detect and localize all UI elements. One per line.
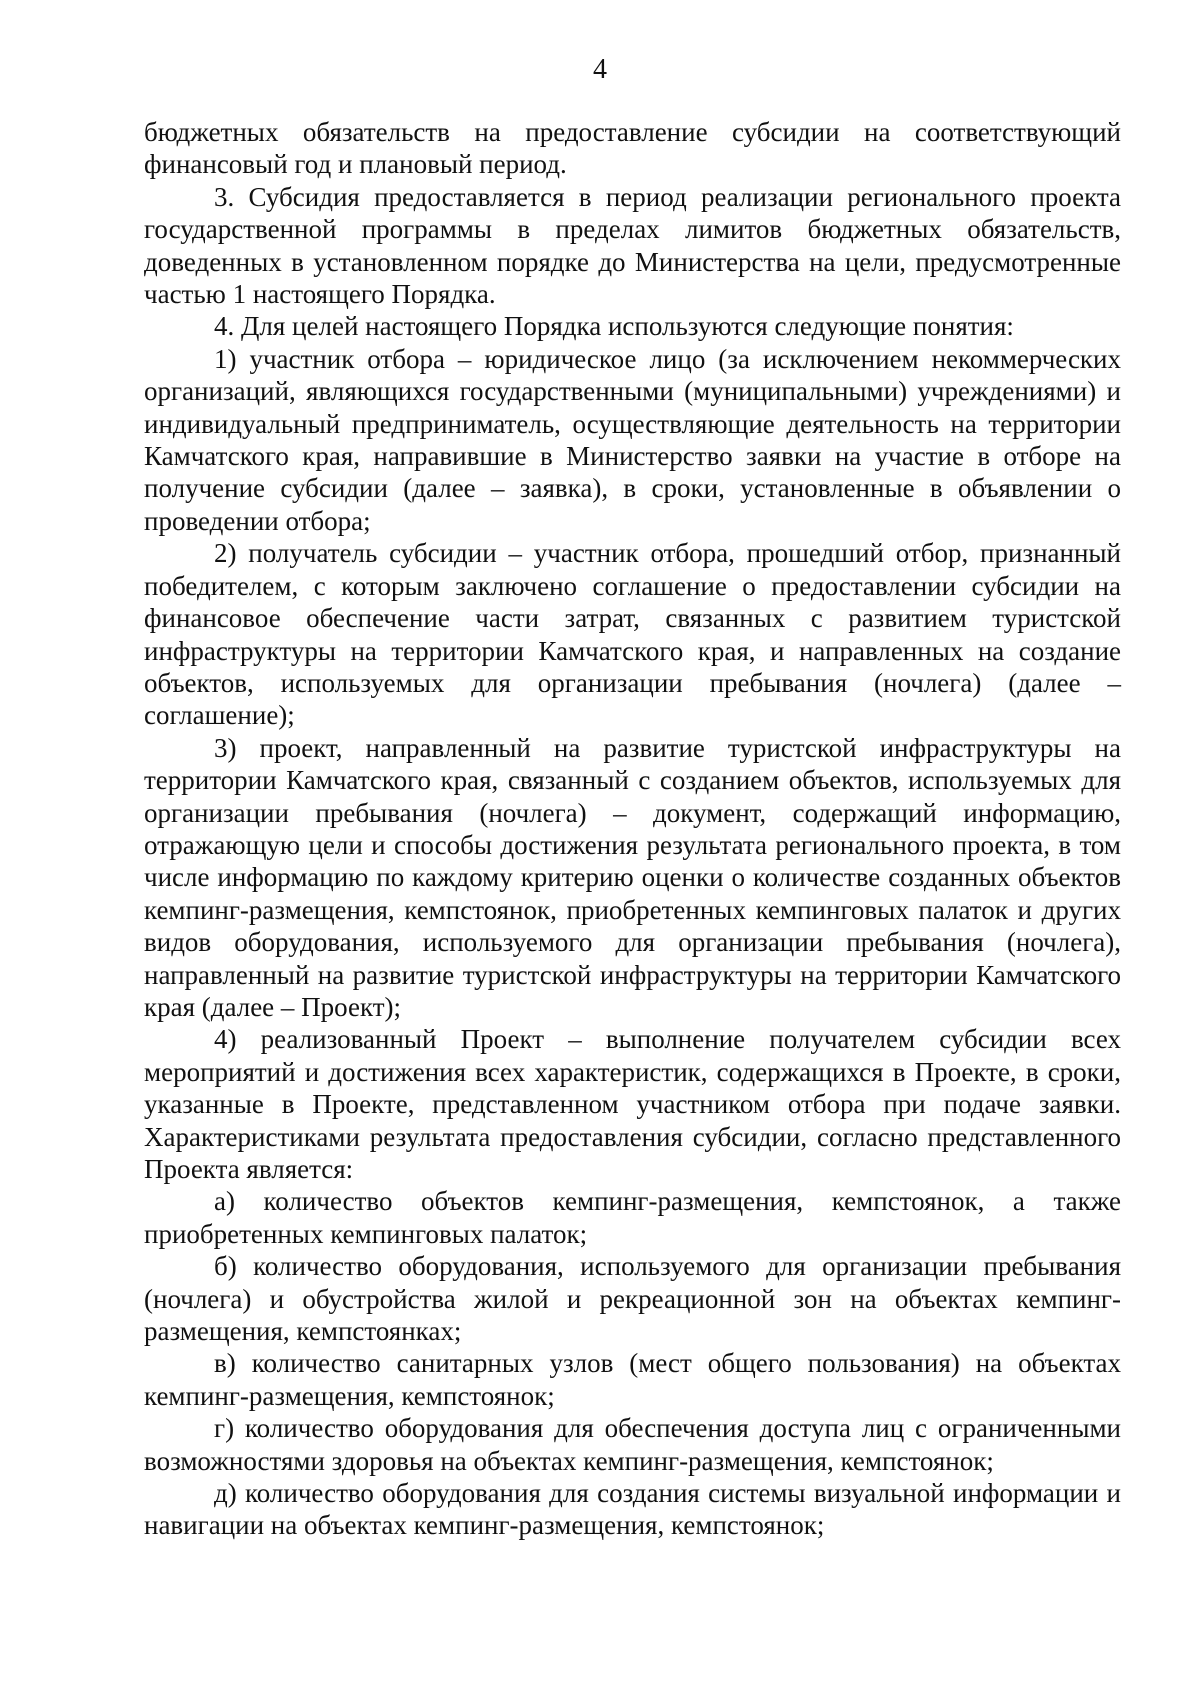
paragraph-item-2-recipient: 2) получатель субсидии – участник отбора, прошедший отбор, признанный победителем, с которым заключено соглашение о предоставлении субсидии на финансовое обеспечение части затрат, связанных с развитием туристской инфраструктуры на территории Камчатского края, и направленных на создание объектов, используемых для организации пребывания (ночлега) (далее – соглашение); — [144, 538, 1121, 731]
paragraph-item-4-implemented-project: 4) реализованный Проект – выполнение получателем субсидии всех мероприятий и достижения всех характеристик, содержащихся в Проекте, в сроки, указанные в Проекте, представленном участником отбора при подаче заявки. Характеристиками результата предоставления субсидии, согласно представленного Проекта является: — [144, 1024, 1121, 1184]
paragraph-item-3-project: 3) проект, направленный на развитие туристской инфраструктуры на территории Камчатского края, связанный с созданием объектов, используемых для организации пребывания (ночлега) – документ, содержащий информацию, отражающую цели и способы достижения результата регионального проекта, в том числе информацию по каждому критерию оценки о количестве созданных объектов кемпинг-размещения, кемпстоянок, приобретенных кемпинговых палаток и других видов оборудования, используемого для организации пребывания (ночлега), направленный на развитие туристской инфраструктуры на территории Камчатского края (далее – Проект); — [144, 732, 1121, 1022]
paragraph-subitem-a: а) количество объектов кемпинг-размещения, кемпстоянок, а также приобретенных кемпинговых палаток; — [144, 1186, 1121, 1249]
paragraph-subitem-g: г) количество оборудования для обеспечения доступа лиц с ограниченными возможностями здоровья на объектах кемпинг-размещения, кемпстоянок; — [144, 1413, 1121, 1476]
page-number: 4 — [593, 54, 607, 85]
paragraph-subitem-b: б) количество оборудования, используемого для организации пребывания (ночлега) и обустройства жилой и рекреационной зон на объектах кемпинг-размещения, кемпстоянках; — [144, 1251, 1121, 1347]
paragraph-subitem-d: д) количество оборудования для создания системы визуальной информации и навигации на объектах кемпинг-размещения, кемпстоянок; — [144, 1478, 1121, 1541]
paragraph-budget-obligations: бюджетных обязательств на предоставление субсидии на соответствующий финансовый год и плановый период. — [144, 117, 1121, 180]
paragraph-clause-4: 4. Для целей настоящего Порядка используются следующие понятия: — [214, 311, 1014, 342]
paragraph-clause-3: 3. Субсидия предоставляется в период реализации регионального проекта государственной программы в пределах лимитов бюджетных обязательств, доведенных в установленном порядке до Министерства на цели, предусмотренные частью 1 настоящего Порядка. — [144, 181, 1121, 310]
document-body — [144, 116, 1121, 1542]
paragraph-item-1-participant: 1) участник отбора – юридическое лицо (за исключением некоммерческих организаций, являющихся государственными (муниципальными) учреждениями) и индивидуальный предприниматель, осуществляющие деятельность на территории Камчатского края, направившие в Министерство заявки на участие в отборе на получение субсидии (далее – заявка), в сроки, установленные в объявлении о проведении отбора; — [144, 343, 1121, 536]
paragraph-subitem-v: в) количество санитарных узлов (мест общего пользования) на объектах кемпинг-размещения, кемпстоянок; — [144, 1348, 1121, 1411]
